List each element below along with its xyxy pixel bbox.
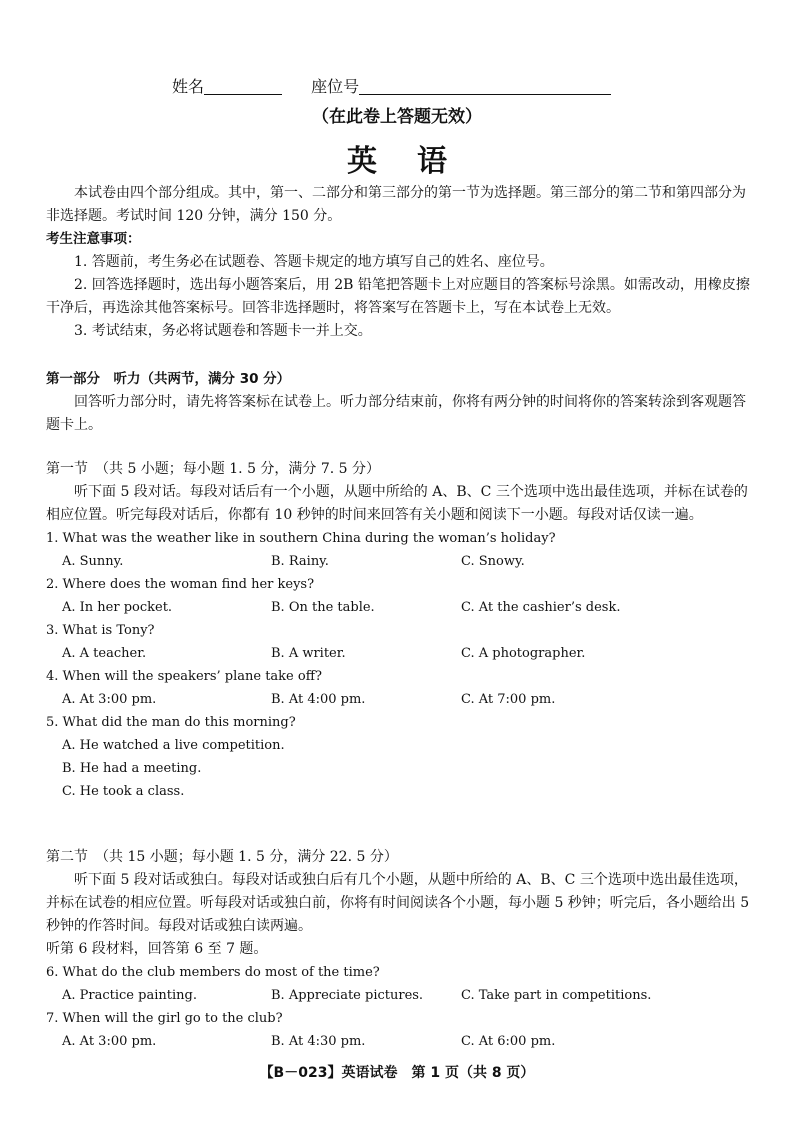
seat-blank [359, 94, 611, 95]
intro-block [46, 182, 752, 343]
question-5: 5. What did the man do this morning? [46, 715, 296, 730]
section1-block [46, 458, 752, 803]
page-footer: 【B－023】英语试卷 第 1 页（共 8 页） [259, 1065, 535, 1081]
option-c: C. At 6:00 pm. [461, 1034, 556, 1049]
option-c: C. Take part in competitions. [461, 988, 652, 1003]
material-note: 听第 6 段材料，回答第 6 至 7 题。 [46, 941, 268, 957]
invalid-notice: （在此卷上答题无效） [312, 107, 482, 127]
option-b: B. A writer. [271, 646, 346, 661]
part1-desc: 回答听力部分时，请先将答案标在试卷上。听力部分结束前，你将有两分钟的时间将你的答案转涂到客观题答题卡上。 [46, 394, 746, 433]
note-3: 3. 考试结束，务必将试题卷和答题卡一并上交。 [74, 323, 372, 339]
note-1: 1. 答题前，考生务必在试题卷、答题卡规定的地方填写自己的姓名、座位号。 [74, 254, 554, 270]
name-seat-line [172, 74, 611, 97]
question-4: 4. When will the speakers’ plane take off? [46, 669, 322, 684]
part1-block [46, 368, 752, 437]
question-3: 3. What is Tony? [46, 623, 155, 638]
question-1: 1. What was the weather like in southern China during the woman’s holiday? [46, 531, 556, 546]
seat-label: 座位号 [311, 77, 360, 96]
option-a: A. He watched a live competition. [62, 738, 285, 753]
name-label: 姓名 [172, 77, 205, 96]
section2-desc: 听下面 5 段对话或独白。每段对话或独白后有几个小题，从题中所给的 A、B、C 三个选项中选出最佳选项，并标在试卷的相应位置。听每段对话或独白前，你将有时间阅读各个小题，每小题 5 秒钟；听完后，各小题给出 5 秒钟的作答时间。每段对话或独白读两遍。 [46, 872, 750, 934]
part1-title: 第一部分 听力（共两节，满分 30 分） [46, 371, 291, 387]
option-a: A. A teacher. [62, 646, 147, 661]
question-6: 6. What do the club members do most of the time? [46, 965, 380, 980]
name-blank [204, 94, 282, 95]
option-c: C. At the cashier’s desk. [461, 600, 621, 615]
section2-block [46, 846, 752, 1053]
notes-title: 考生注意事项： [46, 231, 141, 247]
subject-title: 英语 [347, 144, 487, 179]
option-c: C. At 7:00 pm. [461, 692, 556, 707]
option-a: A. Practice painting. [62, 988, 197, 1003]
option-b: B. At 4:30 pm. [271, 1034, 366, 1049]
option-b: B. Rainy. [271, 554, 329, 569]
section2-title: 第二节 （共 15 小题；每小题 1. 5 分，满分 22. 5 分） [46, 849, 398, 865]
option-c: C. Snowy. [461, 554, 525, 569]
intro-text: 本试卷由四个部分组成。其中，第一、二部分和第三部分的第一节为选择题。第三部分的第二节和第四部分为非选择题。考试时间 120 分钟，满分 150 分。 [46, 185, 746, 224]
question-2: 2. Where does the woman find her keys? [46, 577, 315, 592]
option-a: A. At 3:00 pm. [62, 692, 157, 707]
question-3-options [46, 642, 752, 665]
option-c: C. He took a class. [62, 784, 185, 799]
option-b: B. He had a meeting. [62, 761, 202, 776]
section1-title: 第一节 （共 5 小题；每小题 1. 5 分，满分 7. 5 分） [46, 461, 381, 477]
question-7: 7. When will the girl go to the club? [46, 1011, 283, 1026]
section1-desc: 听下面 5 段对话。每段对话后有一个小题，从题中所给的 A、B、C 三个选项中选出最佳选项，并标在试卷的相应位置。听完每段对话后，你都有 10 秒钟的时间来回答有关小题和阅读下一小题。每段对话仅读一遍。 [46, 484, 748, 523]
question-1-options [46, 550, 752, 573]
option-c: C. A photographer. [461, 646, 586, 661]
option-b: B. At 4:00 pm. [271, 692, 366, 707]
question-4-options [46, 688, 752, 711]
question-7-options [46, 1030, 752, 1053]
note-2: 2. 回答选择题时，选出每小题答案后，用 2B 铅笔把答题卡上对应题目的答案标号涂黑。如需改动，用橡皮擦干净后，再选涂其他答案标号。回答非选择题时，将答案写在答题卡上，写在本试卷上无效。 [46, 277, 750, 316]
option-a: A. At 3:00 pm. [62, 1034, 157, 1049]
question-2-options [46, 596, 752, 619]
option-b: B. On the table. [271, 600, 375, 615]
option-a: A. Sunny. [62, 554, 124, 569]
option-a: A. In her pocket. [62, 600, 173, 615]
question-6-options [46, 984, 752, 1007]
option-b: B. Appreciate pictures. [271, 988, 424, 1003]
